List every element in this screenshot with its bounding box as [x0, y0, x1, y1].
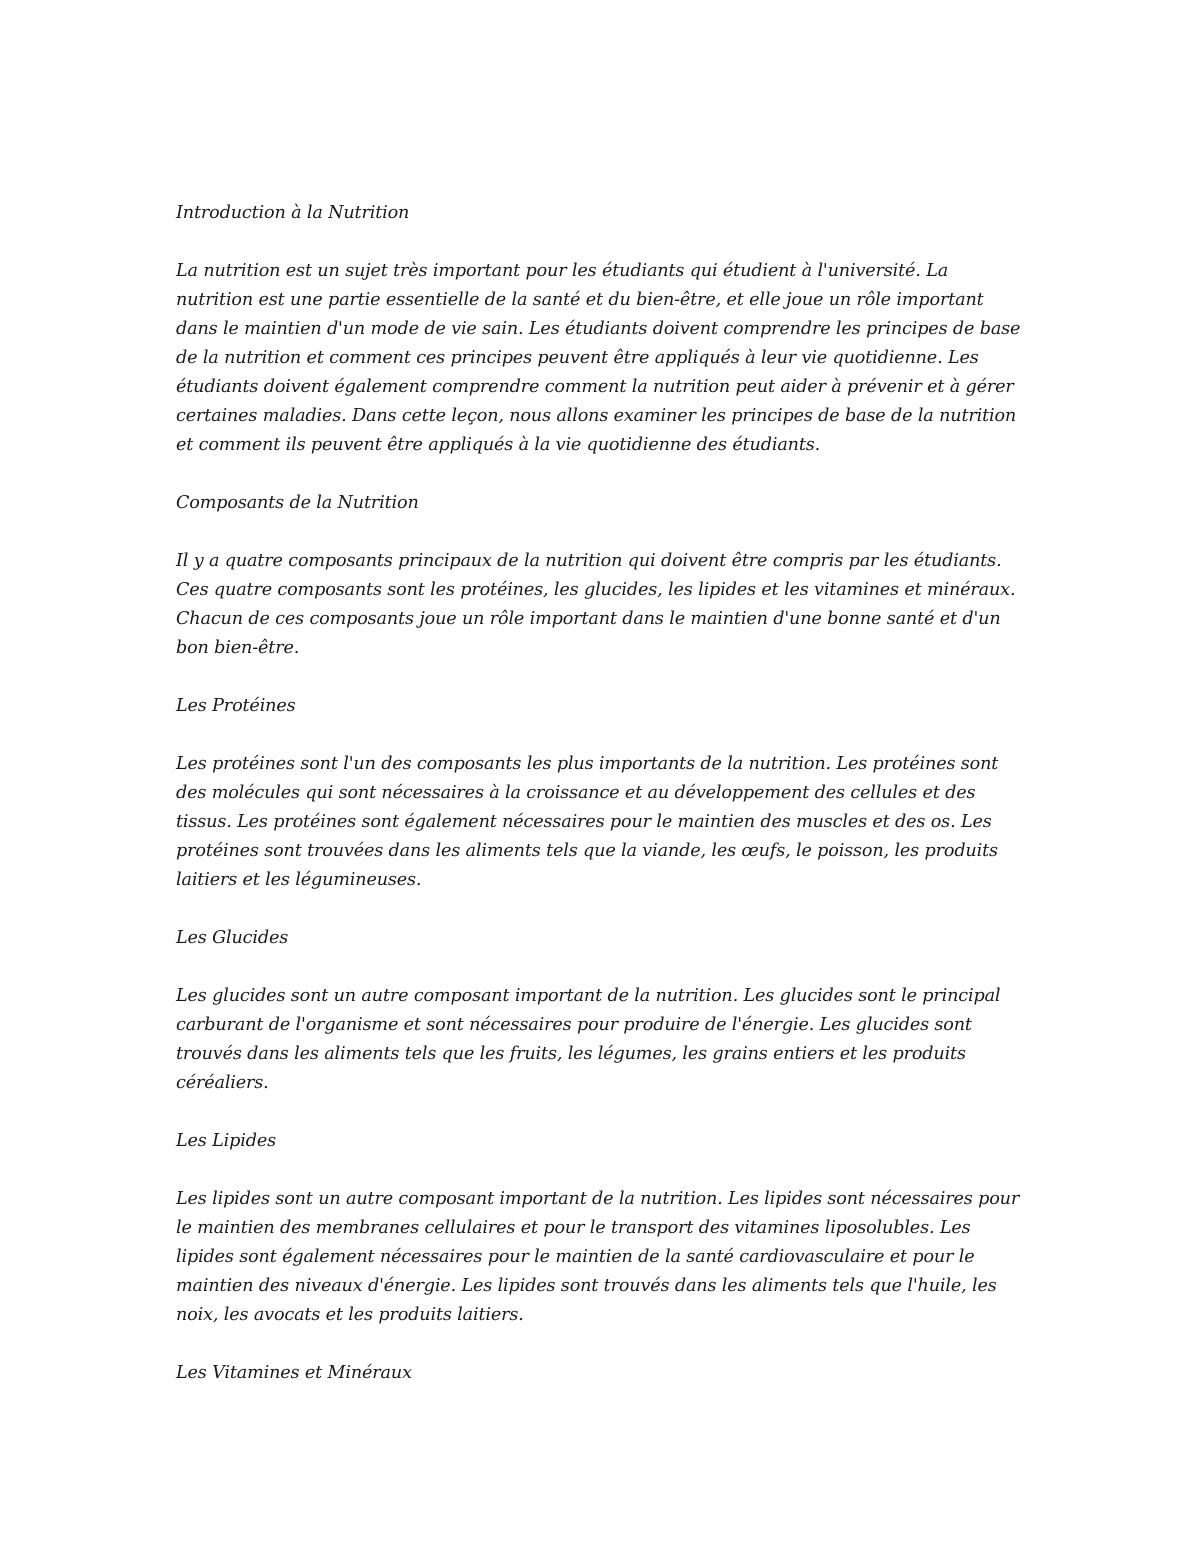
document-body — [176, 199, 1028, 1417]
section-heading-glucides: Les Glucides — [176, 928, 289, 948]
section-paragraph-composants: Il y a quatre composants principaux de la nutrition qui doivent être compris par les étudiants. Ces quatre composants sont les protéines, les glucides, les lipides et les vitamines et minéraux. Chacun de ces composants joue un rôle important dans le maintien d'une bonne santé et d'un bon bien-être. — [176, 551, 1016, 658]
section-heading-introduction: Introduction à la Nutrition — [176, 203, 410, 223]
section-heading-composants: Composants de la Nutrition — [176, 493, 419, 513]
section-paragraph-introduction: La nutrition est un sujet très important pour les étudiants qui étudient à l'université. La nutrition est une partie essentielle de la santé et du bien-être, et elle joue un rôle important dans le maintien d'un mode de vie sain. Les étudiants doivent comprendre les principes de base de la nutrition et comment ces principes peuvent être appliqués à leur vie quotidienne. Les étudiants doivent également comprendre comment la nutrition peut aider à prévenir et à gérer certaines maladies. Dans cette leçon, nous allons examiner les principes de base de la nutrition et comment ils peuvent être appliqués à la vie quotidienne des étudiants. — [176, 261, 1021, 455]
section-heading-vitamines-mineraux: Les Vitamines et Minéraux — [176, 1363, 412, 1383]
section-heading-proteines: Les Protéines — [176, 696, 296, 716]
section-paragraph-lipides: Les lipides sont un autre composant important de la nutrition. Les lipides sont nécessaires pour le maintien des membranes cellulaires et pour le transport des vitamines liposolubles. Les lipides sont également nécessaires pour le maintien de la santé cardiovasculaire et pour le maintien des niveaux d'énergie. Les lipides sont trouvés dans les aliments tels que l'huile, les noix, les avocats et les produits laitiers. — [176, 1189, 1020, 1325]
section-heading-lipides: Les Lipides — [176, 1131, 276, 1151]
section-paragraph-glucides: Les glucides sont un autre composant important de la nutrition. Les glucides sont le principal carburant de l'organisme et sont nécessaires pour produire de l'énergie. Les glucides sont trouvés dans les aliments tels que les fruits, les légumes, les grains entiers et les produits céréaliers. — [176, 986, 1001, 1093]
section-paragraph-proteines: Les protéines sont l'un des composants les plus importants de la nutrition. Les protéines sont des molécules qui sont nécessaires à la croissance et au développement des cellules et des tissus. Les protéines sont également nécessaires pour le maintien des muscles et des os. Les protéines sont trouvées dans les aliments tels que la viande, les œufs, le poisson, les produits laitiers et les légumineuses. — [176, 754, 999, 890]
